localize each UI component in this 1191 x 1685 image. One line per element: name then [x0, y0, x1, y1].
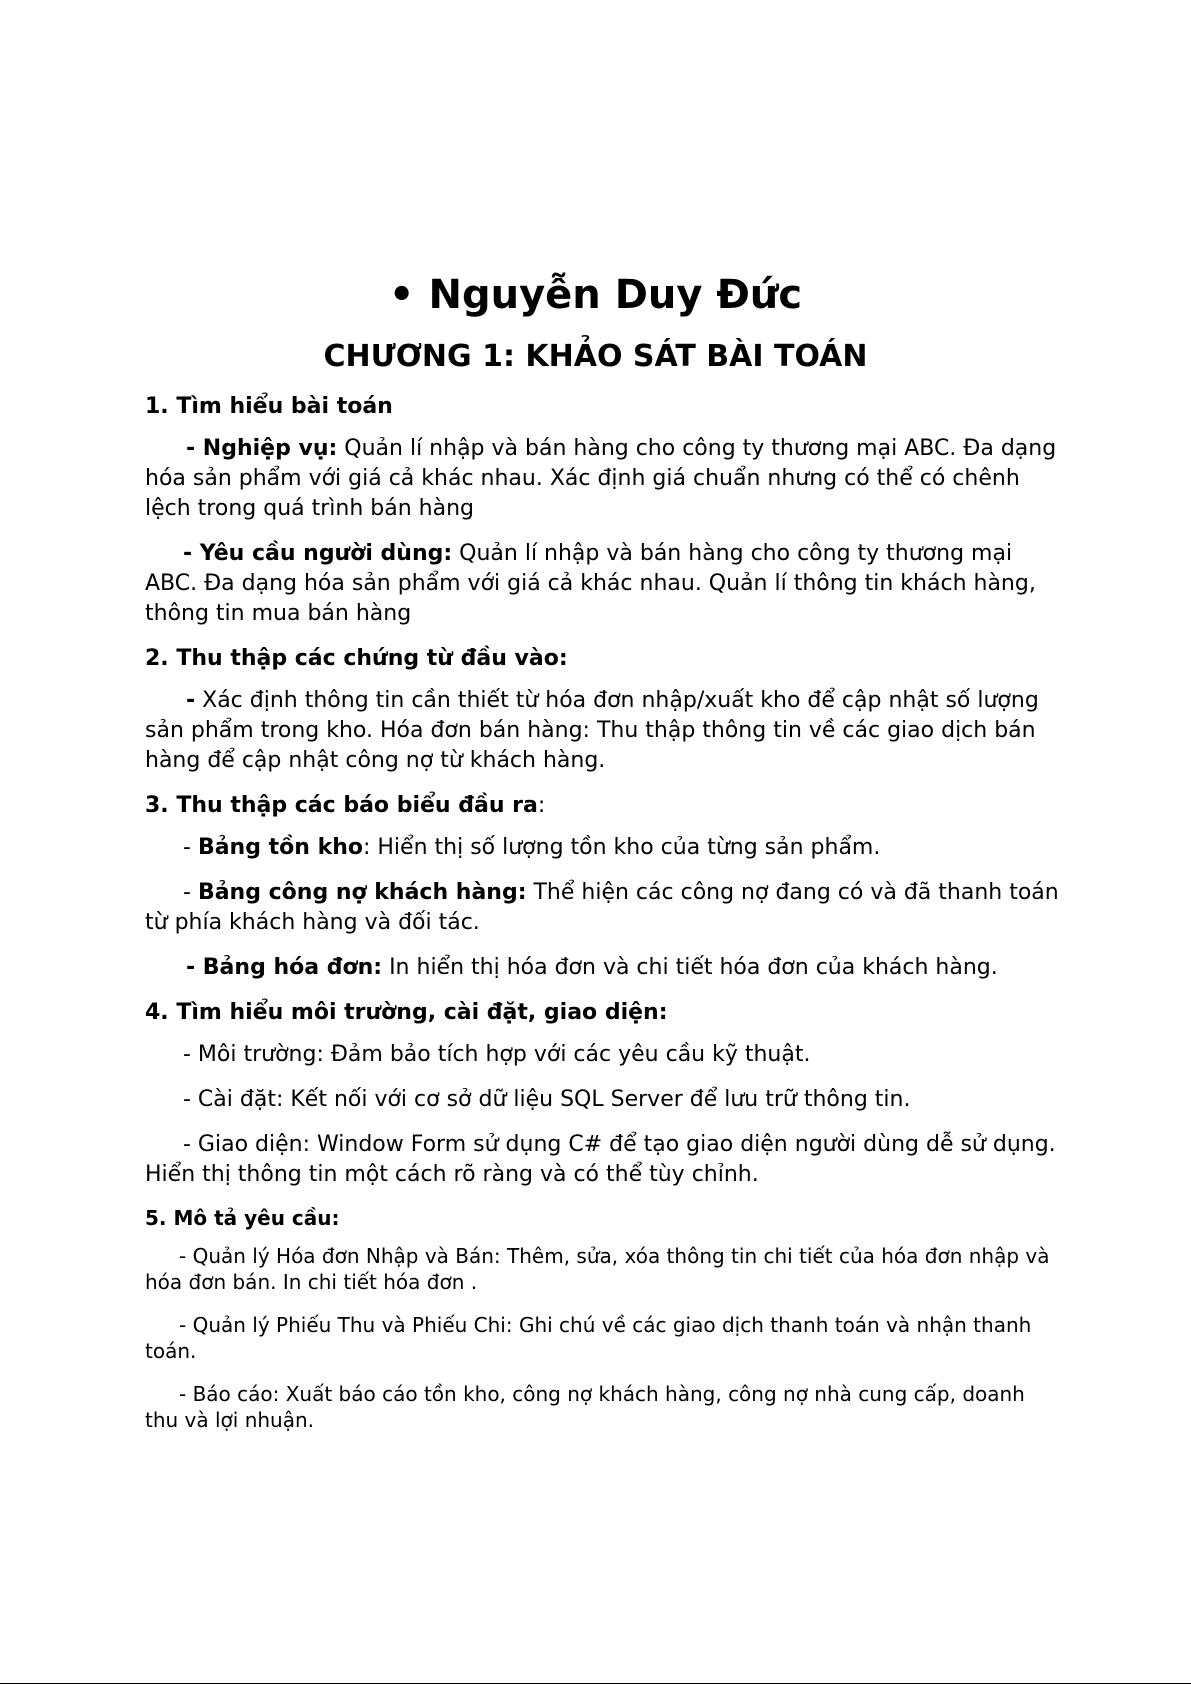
section-2-text — [145, 686, 1060, 776]
nghiep-vu-label: - Nghiệp vụ: — [186, 436, 338, 461]
section-4-cai-dat: - Cài đặt: Kết nối với cơ sở dữ liệu SQL Server để lưu trữ thông tin. — [183, 1087, 911, 1112]
section-5-hoa-don: - Quản lý Hóa đơn Nhập và Bán: Thêm, sửa, xóa thông tin chi tiết của hóa đơn nhập và hóa đơn bán. In chi tiết hóa đơn . — [145, 1244, 1050, 1294]
ton-kho-label: Bảng tồn kho — [197, 835, 363, 860]
yeu-cau-label: - Yêu cầu người dùng: — [183, 541, 453, 566]
bullet-icon: • — [388, 272, 415, 318]
section-3-heading-colon: : — [537, 793, 546, 818]
hoa-don-label: - Bảng hóa đơn: — [186, 955, 383, 980]
section-4-moi-truong: - Môi trường: Đảm bảo tích hợp với các yêu cầu kỹ thuật. — [183, 1042, 811, 1067]
section-5-phieu: - Quản lý Phiếu Thu và Phiếu Chi: Ghi chú về các giao dịch thanh toán và nhận thanh toán. — [145, 1313, 1032, 1363]
section-3-heading — [145, 791, 1060, 821]
section-2-dash: - — [186, 688, 196, 713]
section-4-giao-dien: - Giao diện: Window Form sử dụng C# để tạo giao diện người dùng dễ sử dụng. Hiển thị thông tin một cách rõ ràng và có thể tùy chỉnh. — [145, 1132, 1056, 1187]
section-4-heading: 4. Tìm hiểu môi trường, cài đặt, giao diện: — [145, 1000, 668, 1025]
section-5-bao-cao: - Báo cáo: Xuất báo cáo tồn kho, công nợ khách hàng, công nợ nhà cung cấp, doanh thu và lợi nhuận. — [145, 1382, 1025, 1432]
section-1-heading: 1. Tìm hiểu bài toán — [145, 394, 393, 419]
author-name: Nguyễn Duy Đức — [428, 272, 803, 318]
section-3-hoa-don — [145, 953, 1060, 983]
section-2-body: Xác định thông tin cần thiết từ hóa đơn nhập/xuất kho để cập nhật số lượng sản phẩm trong kho. Hóa đơn bán hàng: Thu thập thông tin về các giao dịch bán hàng để cập nhật công nợ từ khách hàng. — [145, 688, 1039, 773]
section-3-heading-text: 3. Thu thập các báo biểu đầu ra — [145, 793, 538, 818]
ton-kho-dash: - — [183, 835, 198, 860]
section-3-ton-kho — [145, 833, 1060, 863]
cong-no-text: Thể hiện các công nợ đang có và đã thanh toán từ phía khách hàng và đối tác. — [145, 880, 1059, 935]
cong-no-dash: - — [183, 880, 198, 905]
section-2-heading: 2. Thu thập các chứng từ đầu vào: — [145, 646, 568, 671]
nghiep-vu-text: Quản lí nhập và bán hàng cho công ty thương mại ABC. Đa dạng hóa sản phẩm với giá cả khác nhau. Xác định giá chuẩn nhưng có thể có chênh lệch trong quá trình bán hàng — [145, 436, 1057, 521]
bottom-divider — [0, 1683, 1191, 1684]
cong-no-label: Bảng công nợ khách hàng: — [197, 880, 527, 905]
hoa-don-text: In hiển thị hóa đơn và chi tiết hóa đơn của khách hàng. — [382, 955, 998, 980]
chapter-title: CHƯƠNG 1: KHẢO SÁT BÀI TOÁN — [323, 339, 868, 374]
yeu-cau-text: Quản lí nhập và bán hàng cho công ty thương mại ABC. Đa dạng hóa sản phẩm với giá cả khác nhau. Quản lí thông tin khách hàng, thông tin mua bán hàng — [145, 541, 1036, 626]
ton-kho-text: : Hiển thị số lượng tồn kho của từng sản phẩm. — [362, 835, 881, 860]
document-body — [145, 392, 1060, 1450]
section-3-cong-no — [145, 878, 1060, 938]
author-line — [0, 270, 1191, 320]
section-5-heading: 5. Mô tả yêu cầu: — [145, 1206, 340, 1230]
section-1-nghiep-vu — [145, 434, 1060, 524]
section-1-yeu-cau — [145, 539, 1060, 629]
